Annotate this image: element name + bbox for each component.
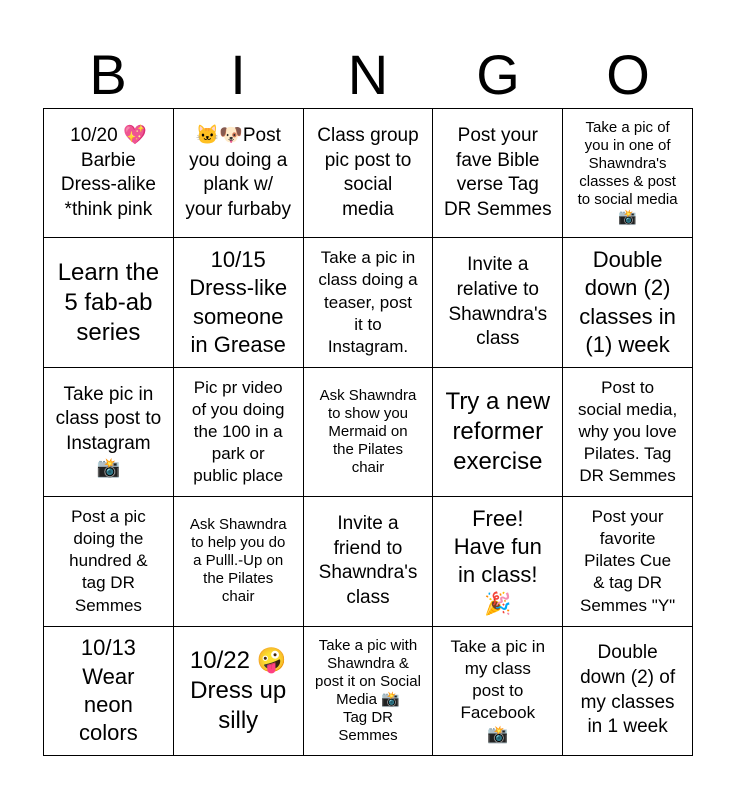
bingo-cell[interactable]: Take a pic in class doing a teaser, post it to Instagram. (304, 238, 434, 367)
header-letter-b: B (89, 43, 127, 106)
bingo-cell[interactable]: 🐱🐶Post you doing a plank w/ your furbaby (174, 109, 304, 238)
bingo-cell[interactable]: Pic pr video of you doing the 100 in a park or public place (174, 368, 304, 497)
bingo-cell[interactable]: Post your fave Bible verse Tag DR Semmes (433, 109, 563, 238)
bingo-cell[interactable]: Double down (2) of my classes in 1 week (563, 627, 693, 756)
bingo-grid (43, 108, 693, 756)
bingo-cell[interactable]: Try a new reformer exercise (433, 368, 563, 497)
bingo-cell[interactable]: Free! Have fun in class! 🎉 (433, 497, 563, 626)
bingo-cell[interactable]: Take pic in class post to Instagram 📸 (44, 368, 174, 497)
bingo-cell[interactable]: Double down (2) classes in (1) week (563, 238, 693, 367)
bingo-cell[interactable]: Take a pic in my class post to Facebook 📸 (433, 627, 563, 756)
bingo-header (43, 42, 693, 108)
bingo-cell[interactable]: Ask Shawndra to show you Mermaid on the Pilates chair (304, 368, 434, 497)
bingo-cell[interactable]: 10/20 💖 Barbie Dress-alike *think pink (44, 109, 174, 238)
bingo-cell[interactable]: Post a pic doing the hundred & tag DR Semmes (44, 497, 174, 626)
bingo-cell[interactable]: Ask Shawndra to help you do a Pulll.-Up on the Pilates chair (174, 497, 304, 626)
bingo-cell[interactable]: 10/15 Dress-like someone in Grease (174, 238, 304, 367)
bingo-cell[interactable]: Take a pic with Shawndra & post it on Social Media 📸 Tag DR Semmes (304, 627, 434, 756)
header-letter-g: G (476, 43, 520, 106)
bingo-cell[interactable]: Learn the 5 fab-ab series (44, 238, 174, 367)
bingo-cell[interactable]: 10/13 Wear neon colors (44, 627, 174, 756)
bingo-cell[interactable]: Invite a relative to Shawndra's class (433, 238, 563, 367)
bingo-cell[interactable]: Class group pic post to social media (304, 109, 434, 238)
bingo-cell[interactable]: 10/22 🤪 Dress up silly (174, 627, 304, 756)
bingo-cell[interactable]: Take a pic of you in one of Shawndra's classes & post to social media 📸 (563, 109, 693, 238)
header-letter-i: I (230, 43, 246, 106)
bingo-cell[interactable]: Post your favorite Pilates Cue & tag DR Semmes "Y" (563, 497, 693, 626)
bingo-cell[interactable]: Post to social media, why you love Pilates. Tag DR Semmes (563, 368, 693, 497)
header-letter-o: O (606, 43, 650, 106)
bingo-cell[interactable]: Invite a friend to Shawndra's class (304, 497, 434, 626)
header-letter-n: N (347, 43, 389, 106)
